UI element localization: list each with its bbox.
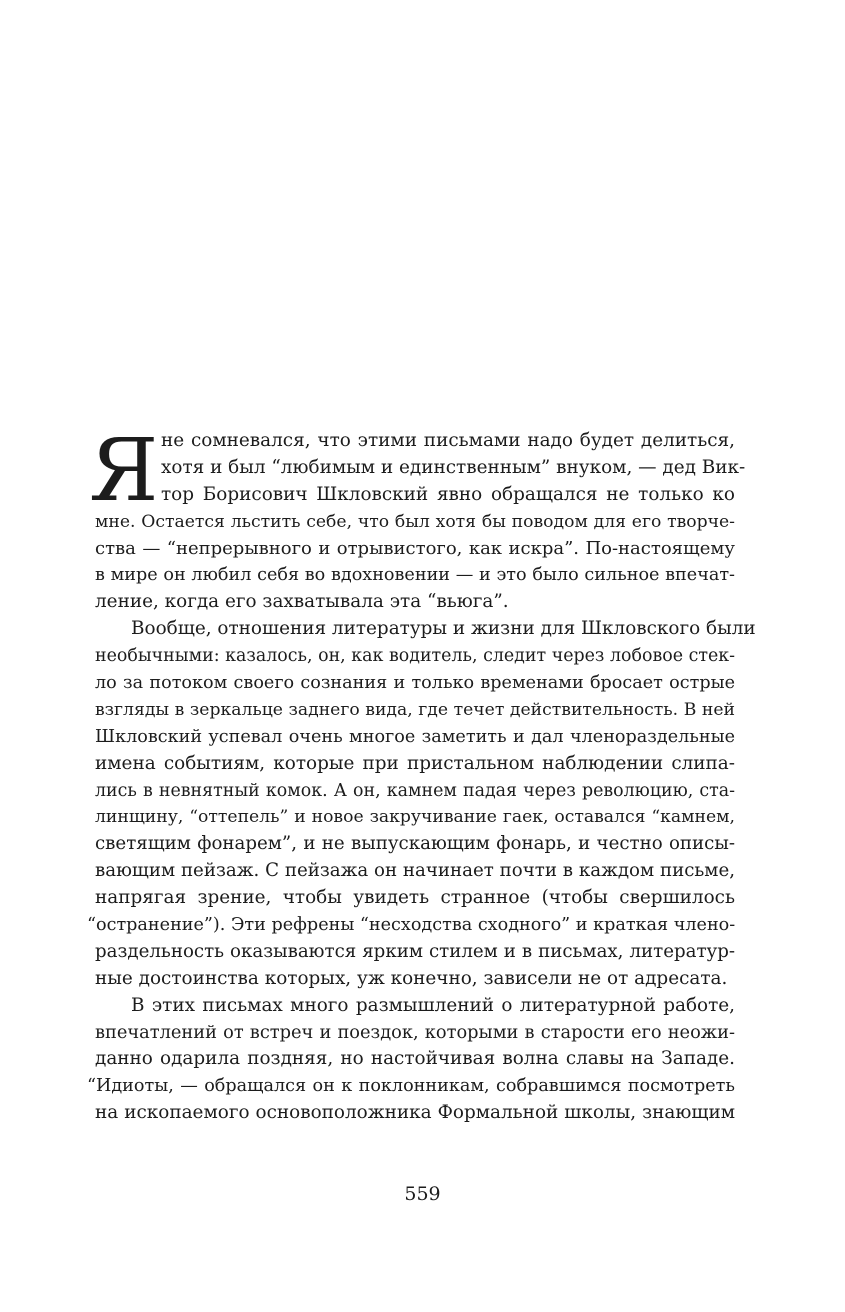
text-line: хотя и был “любимым и единственным” внуком, — дед Вик- <box>161 456 746 478</box>
body-text <box>87 421 756 1127</box>
text-line: В этих письмах много размышлений о литературной работе, <box>131 994 735 1016</box>
text-line: тор Борисович Шкловский явно обращался не только ко <box>161 483 735 505</box>
text-line: “Идиоты, — обращался он к поклонникам, собравшимся посмотреть <box>87 1076 735 1097</box>
text-line: не сомневался, что этими письмами надо будет делиться, <box>161 430 735 451</box>
page-number: 559 <box>404 1183 441 1205</box>
text-line: напрягая зрение, чтобы увидеть странное (чтобы свершилось <box>95 887 735 909</box>
text-line: ные достоинства которых, уж конечно, зависели не от адресата. <box>95 967 728 989</box>
text-line: данно одарила поздняя, но настойчивая волна славы на Западе. <box>95 1048 735 1070</box>
drop-cap: Я <box>89 421 159 521</box>
text-line: необычными: казалось, он, как водитель, следит через лобовое стек- <box>95 646 735 667</box>
text-line: светящим фонарем”, и не выпускающим фонарь, и честно описы- <box>95 833 735 855</box>
text-line: впечатлений от встреч и поездок, которыми в старости его неожи- <box>95 1021 735 1043</box>
text-line: ства — “непрерывного и отрывистого, как искра”. По-настоящему <box>95 537 735 559</box>
text-line: “остранение”). Эти рефрены “несходства сходного” и краткая члено- <box>87 915 736 936</box>
text-line: Вообще, отношения литературы и жизни для Шкловского были <box>131 618 756 640</box>
text-line: раздельность оказываются ярким стилем и в письмах, литератур- <box>95 940 735 962</box>
text-line: взгляды в зеркальце заднего вида, где течет действительность. В ней <box>95 699 735 720</box>
text-line: в мире он любил себя во вдохновении — и это было сильное впечат- <box>95 565 735 586</box>
text-line: лись в невнятный комок. А он, камнем падая через революцию, ста- <box>95 780 735 801</box>
text-line: на ископаемого основоположника Формальной школы, знающим <box>95 1102 735 1124</box>
text-line: Шкловский успевал очень многое заметить и дал членораздельные <box>95 726 735 747</box>
text-line: линщину, “оттепель” и новое закручивание гаек, оставался “камнем, <box>95 807 735 828</box>
text-line: ление, когда его захватывала эта “вьюга”. <box>95 591 509 613</box>
text-line: вающим пейзаж. С пейзажа он начинает почти в каждом письме, <box>95 860 735 882</box>
text-line: мне. Остается льстить себе, что был хотя бы поводом для его творче- <box>95 511 735 532</box>
text-line: ло за потоком своего сознания и только временами бросает острые <box>95 673 735 694</box>
text-line: имена событиям, которые при пристальном наблюдении слипа- <box>95 752 735 774</box>
